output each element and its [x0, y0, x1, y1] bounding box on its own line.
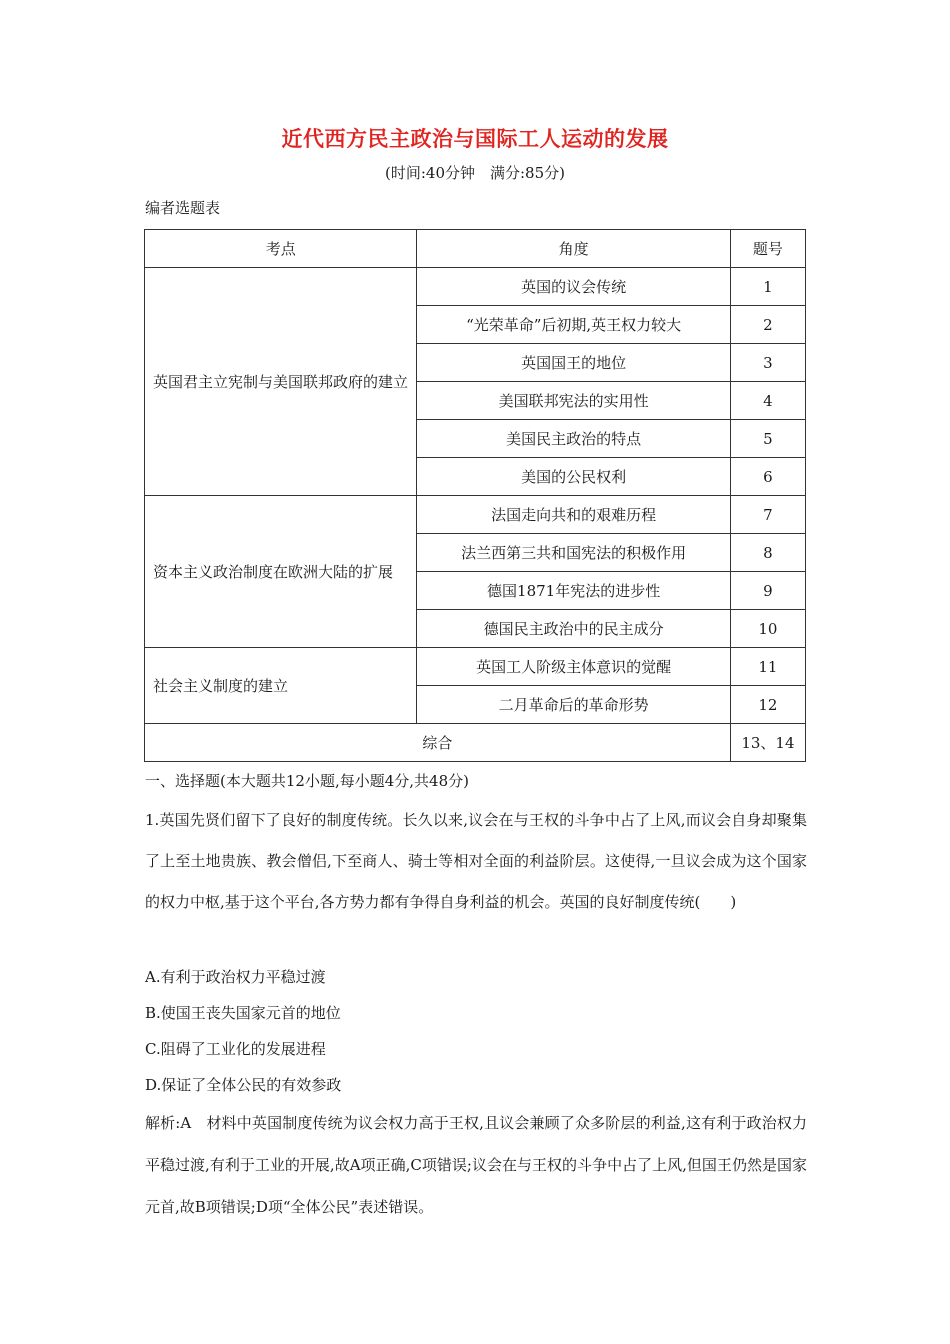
number-cell: 8 [730, 534, 805, 572]
angle-cell: 美国的公民权利 [417, 458, 730, 496]
number-cell: 3 [730, 344, 805, 382]
number-cell: 11 [730, 648, 805, 686]
exam-time-info: (时间:40分钟 满分:85分) [385, 164, 565, 182]
angle-cell: 法兰西第三共和国宪法的积极作用 [417, 534, 730, 572]
option-d: D.保证了全体公民的有效参政 [145, 1076, 342, 1094]
number-cell: 1 [730, 268, 805, 306]
angle-cell: 英国国王的地位 [417, 344, 730, 382]
angle-cell: 法国走向共和的艰难历程 [417, 496, 730, 534]
answer-analysis: 解析:A 材料中英国制度传统为议会权力高于王权,且议会兼顾了众多阶层的利益,这有利于政治权力平稳过渡,有利于工业的开展,故A项正确,C项错误;议会在与王权的斗争中占了上风,但国王仍然是国家元首,故B项错误;D项“全体公民”表述错误。 [145, 1114, 807, 1216]
topic-cell: 社会主义制度的建立 [145, 648, 417, 724]
number-cell: 5 [730, 420, 805, 458]
page-title: 近代西方民主政治与国际工人运动的发展 [281, 127, 669, 151]
topic-cell: 资本主义政治制度在欧洲大陆的扩展 [145, 496, 417, 648]
number-cell: 7 [730, 496, 805, 534]
table-caption: 编者选题表 [145, 199, 221, 217]
number-cell: 2 [730, 306, 805, 344]
header-number: 题号 [730, 230, 805, 268]
table-header-row [145, 230, 806, 268]
table-row [145, 496, 806, 534]
angle-cell: 美国民主政治的特点 [417, 420, 730, 458]
angle-cell: 德国1871年宪法的进步性 [417, 572, 730, 610]
table-summary-row [145, 724, 806, 762]
number-cell: 10 [730, 610, 805, 648]
section-heading: 一、选择题(本大题共12小题,每小题4分,共48分) [145, 772, 469, 790]
angle-cell: 德国民主政治中的民主成分 [417, 610, 730, 648]
header-angle: 角度 [417, 230, 730, 268]
question-stem: 1.英国先贤们留下了良好的制度传统。长久以来,议会在与王权的斗争中占了上风,而议会自身却聚集了上至土地贵族、教会僧侣,下至商人、骑士等相对全面的利益阶层。这使得,一旦议会成为这个国家的权力中枢,基于这个平台,各方势力都有争得自身利益的机会。英国的良好制度传统( ) [145, 811, 807, 911]
option-a: A.有利于政治权力平稳过渡 [145, 968, 326, 986]
option-b: B.使国王丧失国家元首的地位 [145, 1004, 341, 1022]
summary-number: 13、14 [730, 724, 805, 762]
angle-cell: 美国联邦宪法的实用性 [417, 382, 730, 420]
selection-table [144, 229, 806, 762]
summary-label: 综合 [145, 724, 731, 762]
table-row [145, 268, 806, 306]
angle-cell: 二月革命后的革命形势 [417, 686, 730, 724]
number-cell: 9 [730, 572, 805, 610]
header-topic: 考点 [145, 230, 417, 268]
number-cell: 6 [730, 458, 805, 496]
topic-cell: 英国君主立宪制与美国联邦政府的建立 [145, 268, 417, 496]
angle-cell: “光荣革命”后初期,英王权力较大 [417, 306, 730, 344]
number-cell: 12 [730, 686, 805, 724]
table-row [145, 648, 806, 686]
angle-cell: 英国的议会传统 [417, 268, 730, 306]
angle-cell: 英国工人阶级主体意识的觉醒 [417, 648, 730, 686]
number-cell: 4 [730, 382, 805, 420]
option-c: C.阻碍了工业化的发展进程 [145, 1040, 326, 1058]
